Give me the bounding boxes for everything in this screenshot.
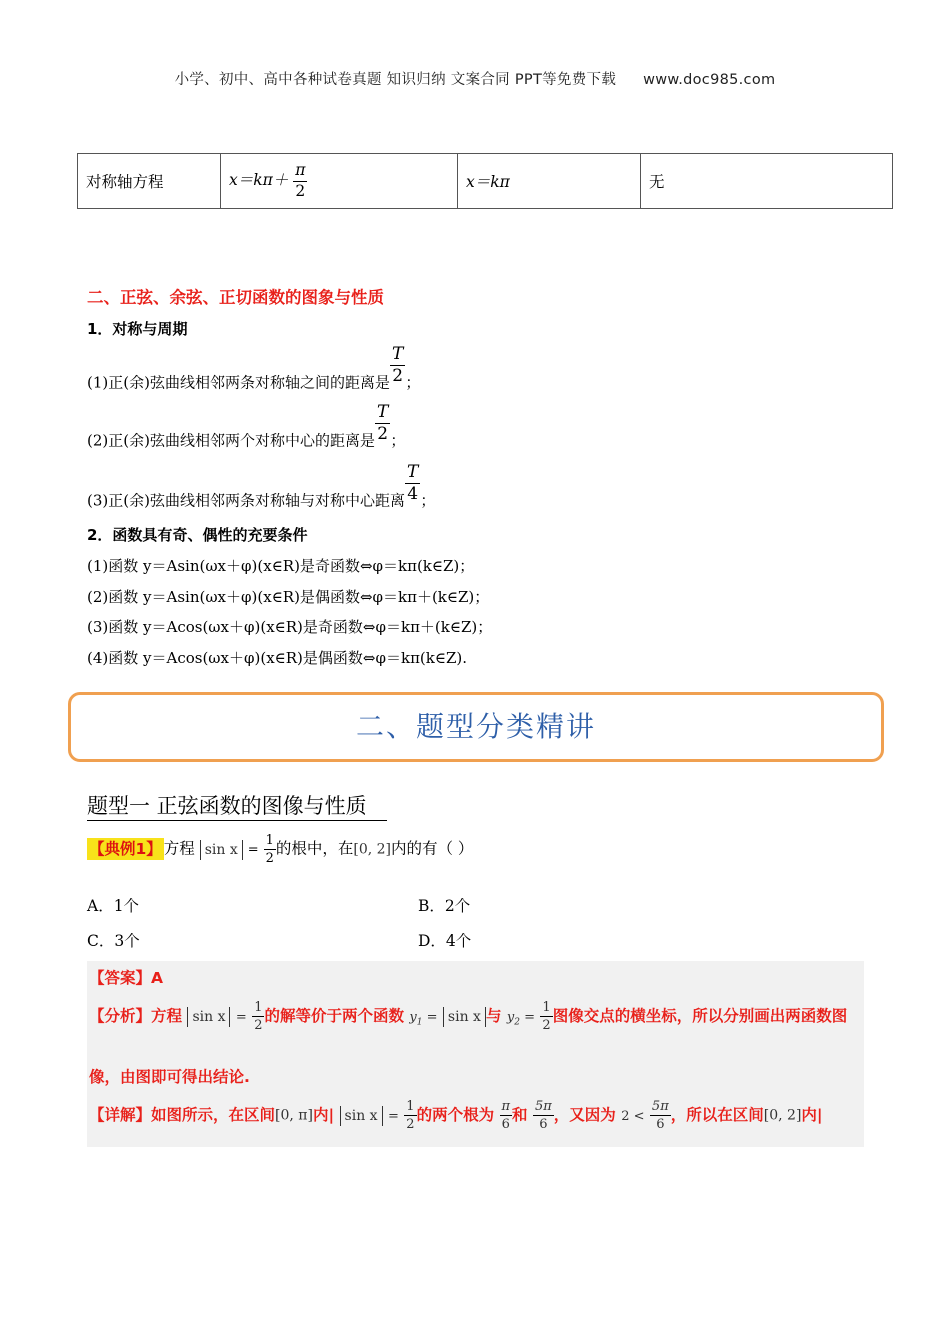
line-end: ； <box>405 373 421 392</box>
option-b[interactable]: B．2个 <box>418 897 471 915</box>
fraction-denominator: 2 <box>265 851 274 866</box>
detail-text: ，又因为 <box>553 1106 616 1124</box>
y2-subscript: 2 <box>514 1017 520 1028</box>
one-half-fraction <box>264 834 276 865</box>
equals-sign: = <box>387 1109 399 1124</box>
fraction-numerator: T <box>406 462 419 482</box>
answer-label: 【答案】A <box>89 969 163 987</box>
interval-0-2: [0, 2] <box>353 841 391 858</box>
detail-text: 内| <box>801 1106 823 1124</box>
equals-sign: = <box>235 1010 247 1025</box>
cos-cell <box>458 154 641 209</box>
example-tag: 【典例1】 <box>89 839 162 858</box>
type-title-text: 题型一 正弦函数的图像与性质 <box>87 794 367 818</box>
line-end: ； <box>390 431 406 450</box>
analysis-line-2: 像，由图即可得出结论. <box>89 1068 250 1086</box>
y2-symbol: $y_2$ = <box>506 1010 535 1028</box>
abs-sinx: sin x <box>443 1007 486 1027</box>
y2-letter: y <box>506 1010 515 1025</box>
y1-symbol: $y_1$ = <box>409 1010 438 1028</box>
analysis-line-1 <box>89 1001 847 1032</box>
sin-cell <box>221 154 458 209</box>
y1-subscript: 1 <box>416 1017 423 1028</box>
abs-sinx: sin x <box>187 1007 230 1027</box>
fraction-denominator: 2 <box>293 181 307 200</box>
subheading-symmetry: 1．对称与周期 <box>87 320 188 338</box>
row-label-cell <box>78 154 221 209</box>
interval-0-2: [0, 2] <box>763 1107 802 1124</box>
fraction-denominator: 2 <box>542 1018 551 1033</box>
detail-text: 内| <box>312 1106 335 1124</box>
parity-condition-4: (4)函数 y＝Acos(ωx＋φ)(x∈R)是偶函数⇔φ＝kπ(k∈Z). <box>87 649 468 667</box>
detail-text: 和 <box>512 1106 528 1124</box>
abs-sinx: sin x <box>200 840 243 860</box>
fraction-numerator: 5π <box>534 1099 552 1114</box>
tan-axis-eq: 无 <box>649 173 665 191</box>
option-a[interactable]: A．1个 <box>87 897 140 915</box>
fraction-numerator: π <box>501 1099 511 1114</box>
analysis-text: 的解等价于两个函数 <box>264 1007 404 1025</box>
line-text: (3)正(余)弦曲线相邻两条对称轴与对称中心距离 <box>87 491 405 510</box>
fraction-denominator: 6 <box>533 1115 554 1131</box>
line-end: ； <box>420 491 436 510</box>
page-header <box>0 68 950 89</box>
fraction-numerator: 1 <box>542 1000 551 1015</box>
analysis-text: 与 <box>485 1007 502 1025</box>
q-text: 的根中，在 <box>275 839 354 858</box>
distance-line-3 <box>87 464 435 511</box>
example-question <box>87 834 473 865</box>
line-text: (1)正(余)弦曲线相邻两条对称轴之间的距离是 <box>87 373 390 392</box>
line-text: (2)正(余)弦曲线相邻两个对称中心的距离是 <box>87 431 375 450</box>
detail-line <box>89 1100 823 1131</box>
pi-over-6-fraction <box>500 1100 513 1131</box>
analysis-text: 图像交点的横坐标，所以分别画出两函数图 <box>552 1007 848 1025</box>
title-underline <box>87 820 387 821</box>
distance-line-1 <box>87 346 420 393</box>
abs-sinx: sin x <box>340 1106 383 1126</box>
parity-condition-2: (2)函数 y＝Asin(ωx＋φ)(x∈R)是偶函数⇔φ＝kπ＋(k∈Z)； <box>87 588 490 606</box>
header-text: 小学、初中、高中各种试卷真题 知识归纳 文案合同 PPT等免费下载 <box>174 72 617 88</box>
detail-label: 【详解】 <box>89 1106 152 1124</box>
fraction-numerator: 5π <box>651 1099 669 1114</box>
equals-sign: = <box>247 842 259 858</box>
T-over-2-fraction <box>390 346 405 385</box>
analysis-label: 【分析】 <box>89 1007 152 1025</box>
y1-letter: y <box>409 1010 417 1025</box>
q-text: 方程 <box>163 839 195 858</box>
five-pi-over-6-fraction <box>650 1100 671 1131</box>
fraction-denominator: 2 <box>375 423 390 443</box>
two-less-than: 2 < <box>621 1109 645 1124</box>
question-type-title <box>87 790 367 820</box>
fraction-numerator: 1 <box>406 1099 415 1114</box>
fraction-numerator: T <box>391 344 404 364</box>
tan-cell <box>641 154 893 209</box>
five-pi-over-6-fraction <box>533 1100 554 1131</box>
fraction-denominator: 6 <box>500 1115 513 1131</box>
fraction-numerator: T <box>376 402 389 422</box>
T-over-4-fraction <box>405 464 420 503</box>
cos-axis-eq: x＝kπ <box>466 173 510 191</box>
one-half-fraction <box>404 1100 416 1131</box>
one-half-fraction <box>540 1001 552 1032</box>
option-d[interactable]: D．4个 <box>418 932 472 950</box>
pi-over-2-fraction <box>293 163 307 199</box>
header-url[interactable]: www.doc985.com <box>643 72 776 88</box>
analysis-text: 方程 <box>151 1007 183 1025</box>
fraction-denominator: 6 <box>650 1115 671 1131</box>
q-text: 内的有（ ） <box>391 839 474 858</box>
fraction-numerator: 1 <box>265 833 274 848</box>
interval-0-pi: [0, π] <box>275 1107 313 1124</box>
detail-text: 如图所示，在区间 <box>151 1106 276 1124</box>
sin-axis-eq: x＝kπ＋ <box>229 171 289 189</box>
distance-line-2 <box>87 404 405 451</box>
parity-condition-1: (1)函数 y＝Asin(ωx＋φ)(x∈R)是奇函数⇔φ＝kπ(k∈Z)； <box>87 557 475 575</box>
T-over-2-fraction <box>375 404 390 443</box>
subheading-parity: 2．函数具有奇、偶性的充要条件 <box>87 526 308 544</box>
detail-text: ，所以在区间 <box>670 1106 764 1124</box>
fraction-denominator: 2 <box>254 1018 263 1033</box>
table-row <box>78 154 893 209</box>
detail-text: 的两个根为 <box>416 1106 495 1124</box>
section-banner: 二、题型分类精讲 <box>68 692 884 762</box>
fraction-numerator: 1 <box>254 1000 263 1015</box>
symmetry-table <box>77 153 893 209</box>
fraction-denominator: 4 <box>405 483 420 503</box>
fraction-denominator: 2 <box>406 1117 415 1132</box>
fraction-denominator: 2 <box>390 365 405 385</box>
fraction-numerator: π <box>295 161 306 179</box>
row-label: 对称轴方程 <box>86 173 164 191</box>
section-title: 二、正弦、余弦、正切函数的图象与性质 <box>87 288 384 307</box>
option-c[interactable]: C．3个 <box>87 932 140 950</box>
parity-condition-3: (3)函数 y＝Acos(ωx＋φ)(x∈R)是奇函数⇔φ＝kπ＋(k∈Z)； <box>87 618 493 636</box>
one-half-fraction <box>252 1001 264 1032</box>
